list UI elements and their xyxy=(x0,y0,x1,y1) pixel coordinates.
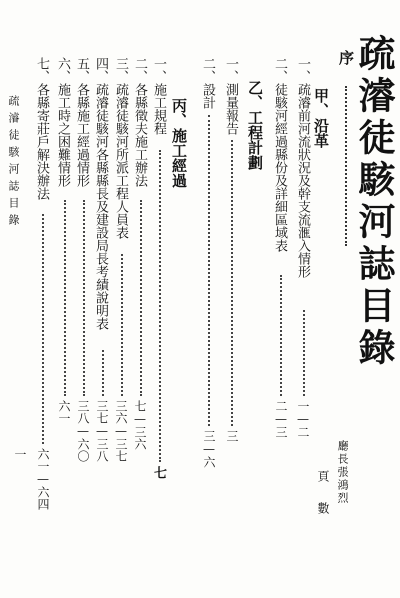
leader-dots xyxy=(121,254,123,396)
page-column-label: 頁數 xyxy=(316,470,330,534)
leader-dots xyxy=(102,350,104,396)
toc-entry: 一、測量報告 xyxy=(223,57,238,135)
leader-dots xyxy=(208,115,210,426)
preface-author: 廳長張鴻烈 xyxy=(336,440,349,505)
toc-entry: 四、疏濬徒駭河各縣縣長及建設局長考績說明表 xyxy=(93,57,108,330)
toc-entry: 五、各縣施工經過情形 xyxy=(74,57,89,187)
toc-entry: 三、疏濬徒駭河所派工程人員表 xyxy=(113,57,128,239)
toc-entry: 二、徒駭河經過縣份及詳細區域表 xyxy=(272,57,287,252)
section-heading-engineering-plan: 乙、工程計劃 xyxy=(246,80,264,170)
leader-dots xyxy=(303,310,305,396)
running-page-number: 一 xyxy=(13,448,27,460)
leader-dots xyxy=(64,200,66,396)
toc-entry: 七、各縣寄莊戶解決辦法 xyxy=(34,57,49,200)
toc-entry-page: 七—三六 xyxy=(133,400,147,450)
leader-dots xyxy=(42,214,44,444)
preface-label: 序 xyxy=(337,50,355,65)
document-title: 疏濬徒駭河誌目錄 xyxy=(352,34,396,370)
toc-entry-page: 三—六 xyxy=(202,430,216,468)
toc-entry: 二、設計 xyxy=(200,57,215,109)
toc-entry: 二、各縣徵夫施工辦法 xyxy=(132,57,147,187)
toc-entry-page: 三七—三八 xyxy=(95,400,109,462)
preface-leader-dots xyxy=(345,86,347,246)
toc-entry-page: 二—三 xyxy=(274,400,288,438)
leader-dots xyxy=(280,275,282,396)
toc-entry-page: 三 xyxy=(225,430,239,442)
toc-entry: 一、施工規程 xyxy=(151,57,166,135)
toc-entry-page: 三八—六〇 xyxy=(76,400,90,462)
toc-entry-page: 七 xyxy=(151,466,166,479)
leader-dots xyxy=(140,200,142,396)
section-heading-construction: 丙、施工經過 xyxy=(170,98,188,188)
toc-entry-page: 三六—三七 xyxy=(114,400,128,462)
toc-entry: 一、疏濬前河流狀況及幹支流滙入情形 xyxy=(295,57,310,278)
running-title: 疏濬徒駭河誌目錄 xyxy=(7,95,20,231)
toc-entry-page: 六一 xyxy=(57,400,71,424)
toc-entry: 六、施工時之困難情形 xyxy=(55,57,70,187)
toc-entry-page: 一—二 xyxy=(296,400,310,438)
leader-dots xyxy=(159,150,161,462)
leader-dots xyxy=(231,140,233,426)
toc-entry-page: 六一—六四 xyxy=(36,448,50,510)
leader-dots xyxy=(83,200,85,396)
section-heading-history: 甲、沿革 xyxy=(312,88,330,148)
